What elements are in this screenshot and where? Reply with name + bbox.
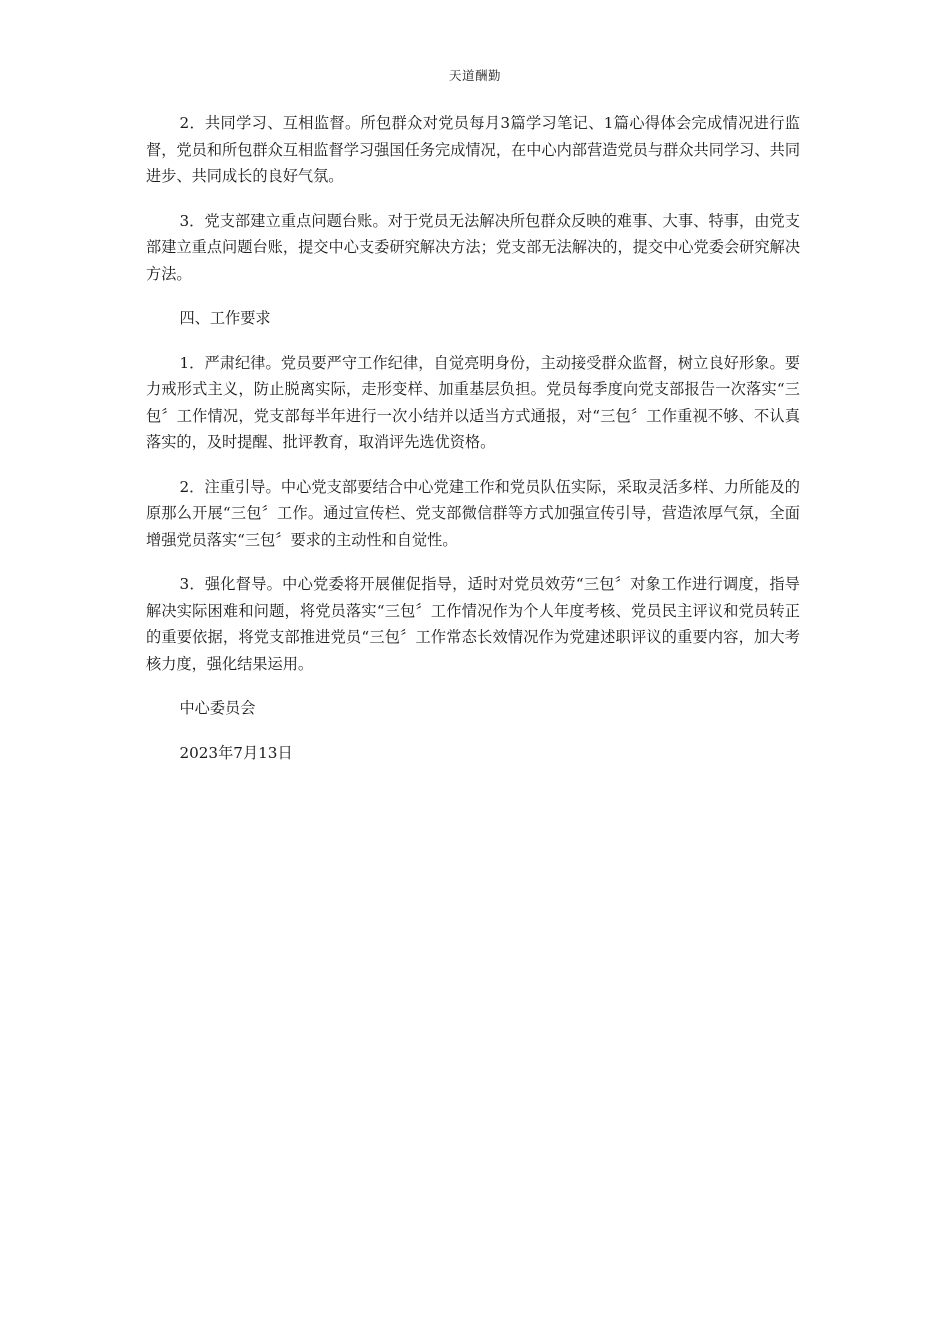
paragraph-strict-discipline: 1．严肃纪律。党员要严守工作纪律，自觉亮明身份，主动接受群众监督，树立良好形象。要力戒形式主义，防止脱离实际，走形变样、加重基层负担。党员每季度向党支部报告一次落实“三包〞工作情况，党支部每半年进行一次小结并以适当方式通报，对“三包〞工作重视不够、不认真落实的，及时提醒、批评教育，取消评先选优资格。 — [146, 353, 800, 451]
signature: 中心委员会 — [179, 699, 256, 717]
date: 2023年7月13日 — [179, 743, 293, 762]
document-body — [146, 110, 800, 784]
paragraph-guidance: 2．注重引导。中心党支部要结合中心党建工作和党员队伍实际，采取灵活多样、力所能及的原那么开展“三包〞工作。通过宣传栏、党支部微信群等方式加强宣传引导，营造浓厚气氛，全面增强党员落实“三包〞要求的主动性和自觉性。 — [146, 477, 800, 549]
page-header: 天道酬勤 — [448, 68, 501, 83]
paragraph-mutual-supervision: 2．共同学习、互相监督。所包群众对党员每月3篇学习笔记、1篇心得体会完成情况进行监督，党员和所包群众互相监督学习强国任务完成情况，在中心内部营造党员与群众共同学习、共同进步、共同成长的良好气氛。 — [146, 114, 800, 185]
section-heading-work-requirements: 四、工作要求 — [179, 309, 271, 327]
paragraph-supervision: 3．强化督导。中心党委将开展催促指导，适时对党员效劳“三包〞对象工作进行调度，指导解决实际困难和问题，将党员落实“三包〞工作情况作为个人年度考核、党员民主评议和党员转正的重要依据，将党支部推进党员“三包〞工作常态长效情况作为党建述职评议的重要内容，加大考核力度，强化结果运用。 — [146, 575, 800, 673]
paragraph-issue-ledger: 3．党支部建立重点问题台账。对于党员无法解决所包群众反映的难事、大事、特事，由党支部建立重点问题台账，提交中心支委研究解决方法；党支部无法解决的，提交中心党委会研究解决方法。 — [146, 211, 800, 283]
